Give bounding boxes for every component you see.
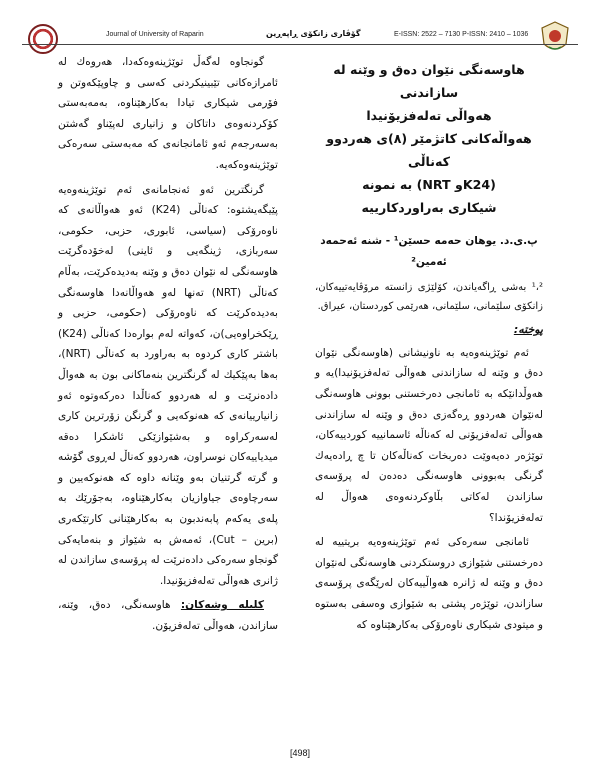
journal-name-ku: گۆڤاری زانكۆی ڕاپەڕین <box>266 29 361 38</box>
university-crest-icon <box>538 20 572 56</box>
title-line: هاوسەنگی نێوان دەق و وێنە لە سازاندنی <box>333 62 525 100</box>
authors: پ.ی.د. یوهان حەمە حسێن¹ - شنە ئەحمەد ئەمین² <box>320 235 538 268</box>
title-line: شیكاری بەراوردكارییە <box>361 200 497 215</box>
keywords-paragraph <box>58 595 278 636</box>
title-line: (K24و NRT) بە نمونە <box>362 177 496 192</box>
right-column <box>315 52 543 639</box>
affiliation: ¹،² بەشی ڕاگەیاندن، كۆلێژی زانستە مرۆڤایەتییەكان، زانكۆی سلێمانی، سلێمانی، هەرێمی كوردستان، عیراق. <box>315 282 543 313</box>
abstract-heading: پوختە: <box>513 323 543 337</box>
article-title <box>315 58 543 219</box>
title-line: هەواڵی تەلەفزیۆنیدا <box>366 108 492 123</box>
abstract-paragraph: ئەم توێژینەوەیە بە ناونیشانی (هاوسەنگی نێوان دەق و وێنە لە سازاندنی هەواڵی تەلەفزیۆنیدا)یە و هەوڵدانێكە بە ئامانجی دەرخستنی بوونی هاوسەنگی لەنێوان هەردوو ڕەگەزی دەق و وێنە لە سازاندنی هەواڵی تەلەفزیۆنی لە كەناڵە ئاسمانییە كوردییەكان، توێژەر دەیەوێت دەربخات كەناڵەكان تا چ ڕادەیەك گرنگی بەبوونی هاوسەنگی دەدەن لە پرۆسەی سازاندن لەكاتی بڵاوكردنەوەی هەواڵ لە تەلەفزیۆندا؟ <box>315 346 543 524</box>
body-paragraph: گرنگترین ئەو ئەنجامانەی ئەم توێژینەوەیە پێیگەیشتوە: كەناڵی (K24) ئەو هەواڵانەی كە ناوەرۆكی (سیاسی، ئابوری، حزبی، حكومی، سەربازی، ژینگەیی و ئاینی) لەخۆدەگرێت هاوسەنگی لە نێوان دەق و وێنە بەدیدەكرێت، بەڵام كەناڵی (NRT) تەنها لەو هەواڵانەدا هاوسەنگی بەدیدەكرێت كە ناوەرۆكی (حكومی، حزبی و ڕێكخراوەیی)ن، كەواتە لەم بوارەدا كەناڵی (K24) باشتر كاری كردوە بە بەراورد بە كەناڵی (NRT)، بەها بەپێكیك لە گرنگترین بنەماكانی بون بە هەواڵ دادەنرێت و لە هەردوو كەناڵدا دەركەوتوە ئەو زانیارییانەی كە هەنوكەیی و گرنگن زۆرترین كاری لەسەركراوە و بەشێوازێكی ئاشكرا دەقە میدیاییەكان نوسراون، هەردوو كەناڵ لەڕوی گۆشە و گرتە گرتنیان بەو وێنانە داوە كە هەنوكەیین و سەرچاوەی جیاوازیان بەكارهێناوە، بەجۆرێك بە پلەی یەكەم پابەندبون بە بەكارهێنانی كارتێكەری (برین – Cut)، ئەمەش بە شێواز و بنەمایەكی گونجاو سەرەكی دادەنرێت لە پرۆسەی سازاندن لە ژانری هەواڵی تەلەفزیۆنیدا. <box>58 183 279 587</box>
body-paragraph: گونجاوە لەگەڵ توێژینەوەكەدا، هەروەك لە ئامرازەكانی تێبینیكردنی كەسی و چاوپێكەوتن و فۆرمی شیكاری تیادا بەكارهێناوە، بەمەبەستی كۆكردنەوەی داتاكان و زانیاری لەپێناو گەشتن بەسەرجەم ئەو ئامانجانەی كە مەبەستی سەرەكی توێژینەوەكەیە. <box>58 56 278 171</box>
keywords-label: كلیلە وشەكان: <box>180 599 264 612</box>
journal-name-en: Journal of University of Raparin <box>106 31 204 38</box>
journal-issn: E-ISSN: 2522 – 7130 P-ISSN: 2410 – 1036 <box>394 31 529 38</box>
abstract-paragraph: ئامانجی سەرەكی ئەم توێژینەوەیە بریتییە لە دەرخستنی شێوازی دروستكردنی هاوسەنگی لەنێوان دەق و وێنە لە ژانرە هەواڵییەكان لەرێگەی پرۆسەی سازاندن، توێژەر پشتی بە شێوازی وەسفی بەستوە و میتودی شیكاری ناوەرۆكی بەكارهێناوە كە <box>315 536 543 631</box>
page-number: [498] <box>289 748 311 758</box>
title-line: هەواڵەكانی كاتژمێر (٨)ی هەردوو كەناڵی <box>326 131 532 169</box>
header-divider <box>22 44 578 45</box>
left-column <box>58 52 278 641</box>
keywords-list: هاوسەنگی، دەق، وێنە، سازاندن، هەواڵی تەلەفزیۆن. <box>58 599 278 633</box>
journal-logo-icon <box>28 24 58 54</box>
